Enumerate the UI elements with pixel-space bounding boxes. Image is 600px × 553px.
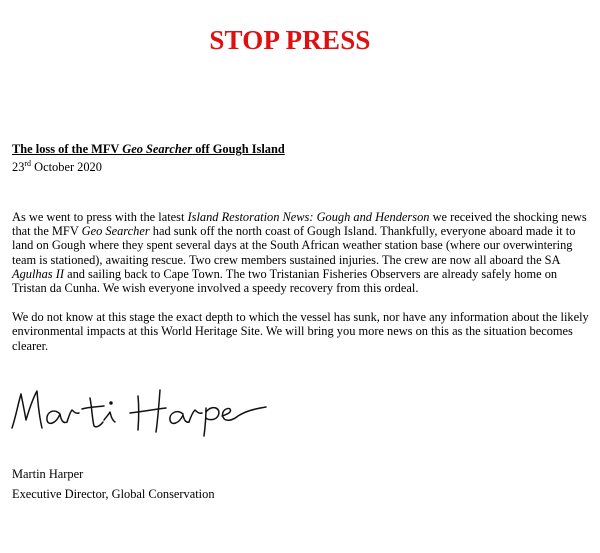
article xyxy=(12,142,590,353)
signer-name: Martin Harper xyxy=(12,467,84,481)
article-paragraph-1: As we went to press with the latest Island Restoration News: Gough and Henderson we received the shocking news that the MFV Geo Searcher had sunk off the north coast of Gough Island. Thankfully, everyone aboard made it to land on Gough where they spent several days at the South African weather station base (where our overwintering team is stationed), awaiting rescue. Two crew members sustained injuries. The crew are now all aboard the SA Agulhas II and sailing back to Cape Town. The two Tristanian Fisheries Observers are already safely home on Tristan da Cunha. We wish everyone involved a speedy recovery from this ordeal. xyxy=(12,210,587,296)
article-paragraph-2: We do not know at this stage the exact depth to which the vessel has sunk, nor have any information about the likely environmental impacts at this World Heritage Site. We will bring you more news on this as the situation becomes clearer. xyxy=(12,310,589,353)
vessel-name: Geo Searcher xyxy=(122,142,193,156)
article-date: 23rd October 2020 xyxy=(12,158,102,174)
handwritten-signature xyxy=(8,376,270,438)
stop-press-banner: STOP PRESS xyxy=(209,25,371,55)
signer-block xyxy=(12,467,215,507)
article-headline: The loss of the MFV Geo Searcher off Gough Island xyxy=(12,142,285,156)
signer-title: Executive Director, Global Conservation xyxy=(12,487,215,501)
